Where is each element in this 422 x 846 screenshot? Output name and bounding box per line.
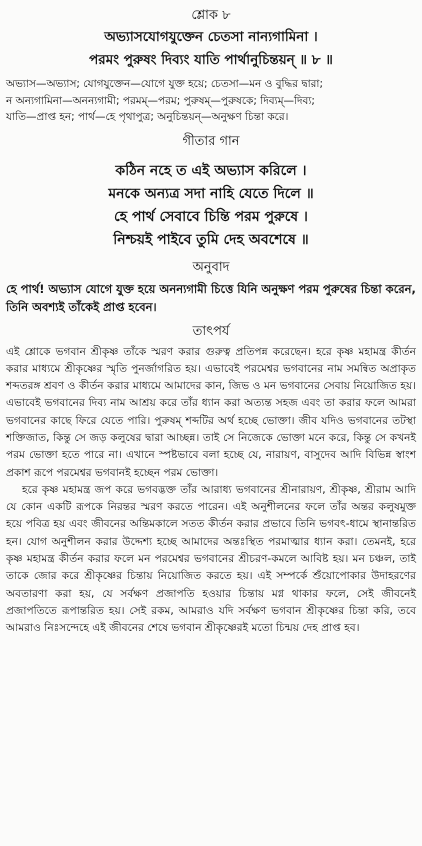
song-line-1: কঠিন নহে ত এই অভ্যাস করিলে । (115, 162, 307, 179)
song-line-4: নিশ্চয়ই পাইবে তুমি দেহ অবশেষে ॥ (113, 231, 309, 248)
sanskrit-verse (6, 26, 416, 72)
word-synonyms (6, 76, 416, 126)
song-heading: গীতার গান (182, 133, 240, 149)
verse-line-1: অভ্যাসযোগযুক্তেন চেতসা নান্যগামিনা । (104, 29, 318, 45)
translation-heading: অনুবাদ (192, 259, 230, 275)
song-line-2: মনকে অন্যত্র সদা নাহি যেতে দিলে ॥ (108, 185, 314, 202)
song-line-3: হে পার্থ সেবাবে চিন্তি পরম পুরুষে । (114, 208, 308, 225)
purport-paragraph-2: হরে কৃষ্ণ মহামন্ত্র জপ করে ভগবদ্ভক্ত তাঁর আরাধ্য ভগবানের শ্রীনারায়ণ, শ্রীকৃষ্ণ, শ্রীরাম আদি যে কোন একটি রূপকে নিরন্তর স্মরণ করতে পারেন। এই অনুশীলনের ফলে তাঁর অন্তর কলুষমুক্ত হয়ে পবিত্র হয় এবং জীবনের অন্তিমকালে সতত কীর্তন করার প্রভাবে তিনি ভগবৎ-ধামে স্থানান্তরিত হন। যোগ অনুশীলন করার উদ্দেশ্য হচ্ছে আমাদের অন্তঃস্থিত পরমাত্মার ধ্যান করা। তেমনই, হরে কৃষ্ণ মহামন্ত্র কীর্তন করার ফলে মন পরমেশ্বর ভগবানের শ্রীচরণ-কমলে আবিষ্ট হয়। মন চঞ্চল, তাই তাকে জোর করে শ্রীকৃষ্ণের চিন্তায় নিয়োজিত করতে হয়। এই সম্পর্কে শুঁয়োপোকার উদাহরণের অবতারণা করা হয়, যে সর্বক্ষণ প্রজাপতি হওয়ার চিন্তায় মগ্ন থাকার ফলে, সেই জীবনেই প্রজাপতিতে রূপান্তরিত হয়। সেই রকম, আমরাও যদি সর্বক্ষণ ভগবান শ্রীকৃষ্ণের চিন্তা করি, তবে আমরাও নিঃসন্দেহে এই জীবনের শেষে ভগবান শ্রীকৃষ্ণেরই মতো চিন্ময় দেহ প্রাপ্ত হব। (6, 483, 416, 635)
purport-paragraph-1: এই শ্লোকে ভগবান শ্রীকৃষ্ণ তাঁকে স্মরণ করার গুরুত্ব প্রতিপন্ন করেছেন। হরে কৃষ্ণ মহামন্ত্র কীর্তন করার মাধ্যমে শ্রীকৃষ্ণের স্মৃতি পুনর্জাগরিত হয়। এভাবেই পরমেশ্বর ভগবানের নাম সমন্বিত অপ্রাকৃত শব্দতরঙ্গ শ্রবণ ও কীর্তন করার মাধ্যমে আমাদের কান, জিভ ও মন ভগবানের সেবায় নিয়োজিত হয়। এভাবেই ভগবানের দিব্য নাম আশ্রয় করে তাঁর ধ্যান করা অত্যন্ত সহজ এবং তা করার ফলে আমরা ভগবানের কাছে ফিরে যেতে পারি। পুরুষম্ শব্দটির অর্থ হচ্ছে ভোক্তা। জীব যদিও ভগবানের তটস্থা শক্তিজাত, কিন্তু সে জড় কলুষের দ্বারা আচ্ছন্ন। তাই সে নিজেকে ভোক্তা মনে করে, কিন্তু সে কখনই পরম ভোক্তা হতে পারে না। এখানে স্পষ্টভাবে বলা হচ্ছে যে, নারায়ণ, বাসুদেব আদি বিভিন্ন স্বাংশ প্রকাশ রূপে পরমেশ্বর ভগবানই হচ্ছেন পরম ভোক্তা। (6, 345, 416, 479)
synonyms-line-1: অভ্যাস—অভ্যাস; যোগযুক্তেন—যোগে যুক্ত হয়ে; চেতসা—মন ও বুদ্ধির দ্বারা; (6, 78, 323, 90)
synonyms-line-3: যাতি—প্রাপ্ত হন; পার্থ—হে পৃথাপুত্র; অনুচিন্তয়ন্—অনুক্ষণ চিন্তা করে। (6, 111, 289, 123)
verse-heading: শ্লোক ৮ (191, 8, 231, 23)
synonyms-line-2: ন অন্যগামিনা—অনন্যগামী; পরমম্—পরম; পুরুষম্—পুরুষকে; দিব্যম্—দিব্য; (6, 94, 315, 107)
translation-text: হে পার্থ! অভ্যাস যোগে যুক্ত হয়ে অনন্যগামী চিত্তে যিনি অনুক্ষণ পরম পুরুষের চিন্তা করেন, তিনি অবশ্যই তাঁকেই প্রাপ্ত হবেন। (6, 281, 416, 314)
verse-line-2: পরমং পুরুষং দিব্যং যাতি পার্থানুচিন্তয়ন্ ॥ ৮ ॥ (89, 52, 333, 68)
purport-text (6, 344, 416, 638)
purport-heading: তাৎপর্য (192, 323, 230, 339)
gitar-gaan-song (6, 160, 416, 252)
